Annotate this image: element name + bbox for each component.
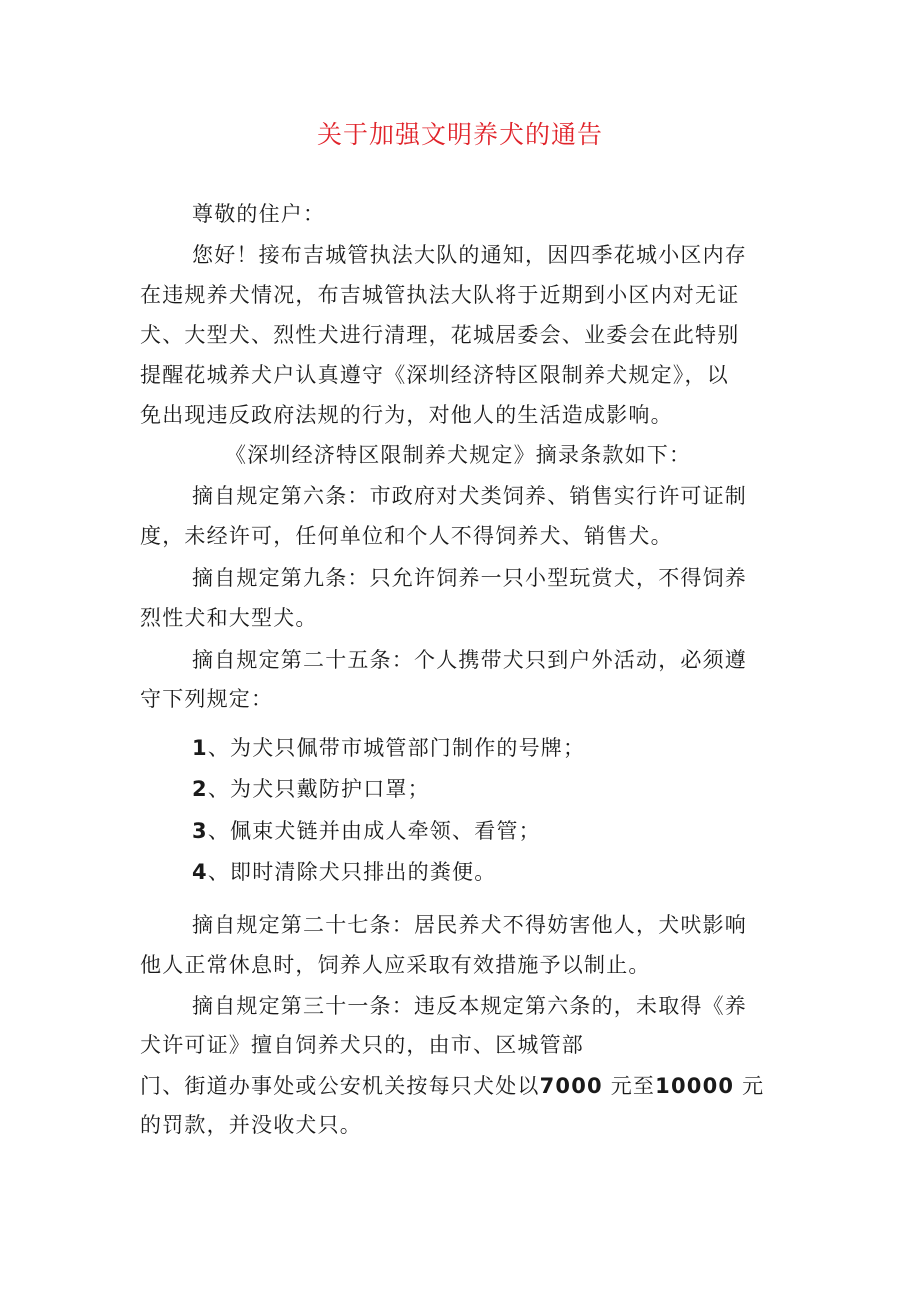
rule-text: 、佩束犬链并由成人牵领、看管； xyxy=(207,819,541,843)
penalty-max-amount: 10000 xyxy=(655,1074,735,1098)
document-title: 关于加强文明养犬的通告 xyxy=(316,120,603,149)
article-9-line: 烈性犬和大型犬。 xyxy=(140,606,318,630)
rule-number: 4 xyxy=(192,860,208,884)
salutation: 尊敬的住户： xyxy=(192,202,326,226)
article-6-line: 度，未经许可，任何单位和个人不得饲养犬、销售犬。 xyxy=(140,524,673,548)
article-25-line: 摘自规定第二十五条：个人携带犬只到户外活动，必须遵 xyxy=(192,648,747,672)
rule-text: 、即时清除犬只排出的粪便。 xyxy=(207,860,497,884)
article-31-line: 摘自规定第三十一条：违反本规定第六条的，未取得《养 xyxy=(192,994,747,1018)
article-25-line: 守下列规定： xyxy=(140,687,274,711)
article-27-line: 摘自规定第二十七条：居民养犬不得妨害他人，犬吠影响 xyxy=(192,913,747,937)
rule-number: 2 xyxy=(192,777,208,801)
paragraph-line: 免出现违反政府法规的行为，对他人的生活造成影响。 xyxy=(140,403,673,427)
rule-item-2 xyxy=(192,774,430,804)
article-6-line: 摘自规定第六条：市政府对犬类饲养、销售实行许可证制 xyxy=(192,484,747,508)
article-27-line: 他人正常休息时，饲养人应采取有效措施予以制止。 xyxy=(140,953,651,977)
penalty-text: 元 xyxy=(734,1074,765,1098)
penalty-text: 门、街道办事处或公安机关按每只犬处以 xyxy=(140,1074,540,1098)
article-31-line: 的罚款，并没收犬只。 xyxy=(140,1113,362,1137)
paragraph-line: 您好！接布吉城管执法大队的通知，因四季花城小区内存 xyxy=(192,243,747,267)
excerpt-heading: 《深圳经济特区限制养犬规定》摘录条款如下： xyxy=(225,443,692,467)
paragraph-line: 提醒花城养犬户认真遵守《深圳经济特区限制养犬规定》，以 xyxy=(140,363,729,387)
rule-item-4 xyxy=(192,857,496,887)
article-31-line xyxy=(140,1071,764,1101)
rule-item-3 xyxy=(192,816,541,846)
rule-number: 1 xyxy=(192,736,208,760)
penalty-text: 元至 xyxy=(602,1074,656,1098)
rule-text: 、为犬只佩带市城管部门制作的号牌； xyxy=(207,736,586,760)
rule-text: 、为犬只戴防护口罩； xyxy=(207,777,430,801)
rule-number: 3 xyxy=(192,819,208,843)
paragraph-line: 犬、大型犬、烈性犬进行清理，花城居委会、业委会在此特别 xyxy=(140,323,740,347)
article-9-line: 摘自规定第九条：只允许饲养一只小型玩赏犬，不得饲养 xyxy=(192,566,747,590)
penalty-min-amount: 7000 xyxy=(539,1074,603,1098)
rule-item-1 xyxy=(192,733,585,763)
paragraph-line: 在违规养犬情况，布吉城管执法大队将于近期到小区内对无证 xyxy=(140,283,740,307)
article-31-line: 犬许可证》擅自饲养犬只的，由市、区城管部 xyxy=(140,1033,584,1057)
